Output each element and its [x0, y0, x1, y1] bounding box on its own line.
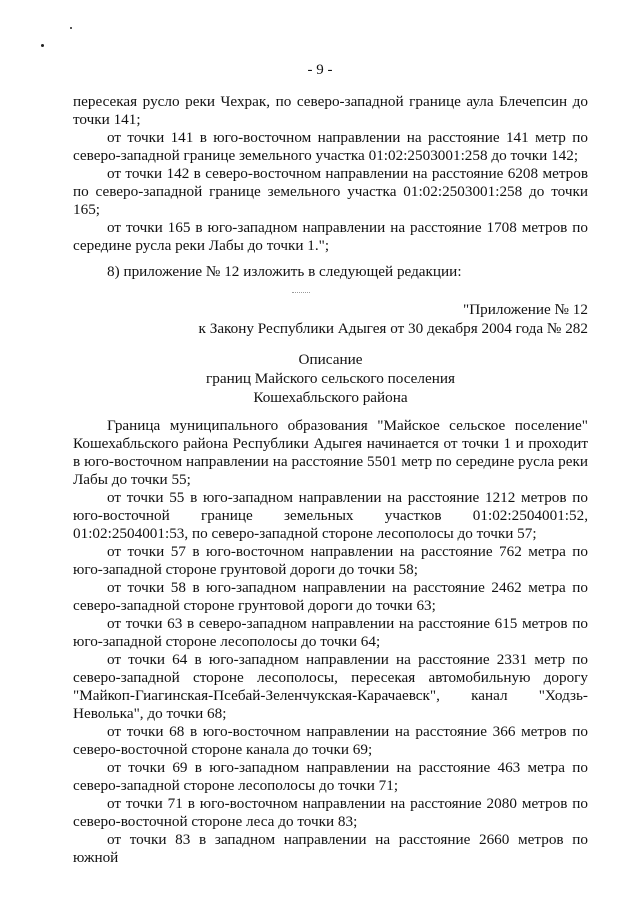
- top-text-block: [73, 93, 588, 255]
- page-number: - 9 -: [307, 62, 333, 78]
- paragraph: от точки 55 в юго-западном направлении на расстояние 1212 метров по юго-восточной границе земельных участков 01:02:2504001:52, 01:02:2504001:53, по северо-западной стороне лесополосы до точки 57;: [73, 489, 588, 542]
- scan-smudge: [292, 292, 310, 296]
- paragraph: от точки 69 в юго-западном направлении на расстояние 463 метра по северо-западной стороне лесополосы до точки 71;: [73, 759, 588, 794]
- appendix-reference: к Закону Республики Адыгея от 30 декабря 2004 года № 282: [198, 320, 588, 337]
- paragraph: от точки 57 в юго-восточном направлении на расстояние 762 метра по юго-западной стороне грунтовой дороги до точки 58;: [73, 543, 588, 578]
- paragraph: от точки 71 в юго-восточном направлении на расстояние 2080 метров по северо-восточной стороне леса до точки 83;: [73, 795, 588, 830]
- paragraph: от точки 68 в юго-восточном направлении на расстояние 366 метров по северо-восточной стороне канала до точки 69;: [73, 723, 588, 758]
- appendix-title: "Приложение № 12: [463, 301, 588, 318]
- paragraph: 8) приложение № 12 изложить в следующей редакции:: [107, 263, 462, 280]
- paragraph: Граница муниципального образования "Майское сельское поселение" Кошехабльского района Республики Адыгея начинается от точки 1 и проходит в юго-восточном направлении на расстояние 5501 метр по середине русла реки Лабы до точки 55;: [73, 417, 588, 488]
- heading-line-1: Описание: [298, 351, 363, 368]
- paragraph: от точки 63 в северо-западном направлении на расстояние 615 метров по юго-западной стороне лесополосы до точки 64;: [73, 615, 588, 650]
- paragraph: от точки 141 в юго-восточном направлении на расстояние 141 метр по северо-западной границе земельного участка 01:02:2503001:258 до точки 142;: [73, 129, 588, 164]
- paragraph: от точки 142 в северо-восточном направлении на расстояние 6208 метров по северо-западной границе земельного участка 01:02:2503001:258 до точки 165;: [73, 165, 588, 218]
- boundary-description: [73, 417, 588, 867]
- heading-line-2: границ Майского сельского поселения: [206, 370, 455, 387]
- amendment-text: [73, 263, 588, 281]
- paragraph: от точки 165 в юго-западном направлении на расстояние 1708 метров по середине русла реки Лабы до точки 1.";: [73, 219, 588, 254]
- paragraph: от точки 58 в юго-западном направлении на расстояние 2462 метра по северо-западной стороне грунтовой дороги до точки 63;: [73, 579, 588, 614]
- scan-speck: [70, 27, 72, 29]
- paragraph: от точки 83 в западном направлении на расстояние 2660 метров по южной: [73, 831, 588, 866]
- scan-speck: [41, 44, 44, 47]
- paragraph: от точки 64 в юго-западном направлении на расстояние 2331 метр по северо-западной стороне лесополосы, пересекая автомобильную дорогу "Майкоп-Гиагинская-Псебай-Зеленчукская-Карачаевск", канал "Ходзь-Неволька", до точки 68;: [73, 651, 588, 722]
- heading-line-3: Кошехабльского района: [253, 389, 408, 406]
- paragraph: пересекая русло реки Чехрак, по северо-западной границе аула Блечепсин до точки 141;: [73, 93, 588, 128]
